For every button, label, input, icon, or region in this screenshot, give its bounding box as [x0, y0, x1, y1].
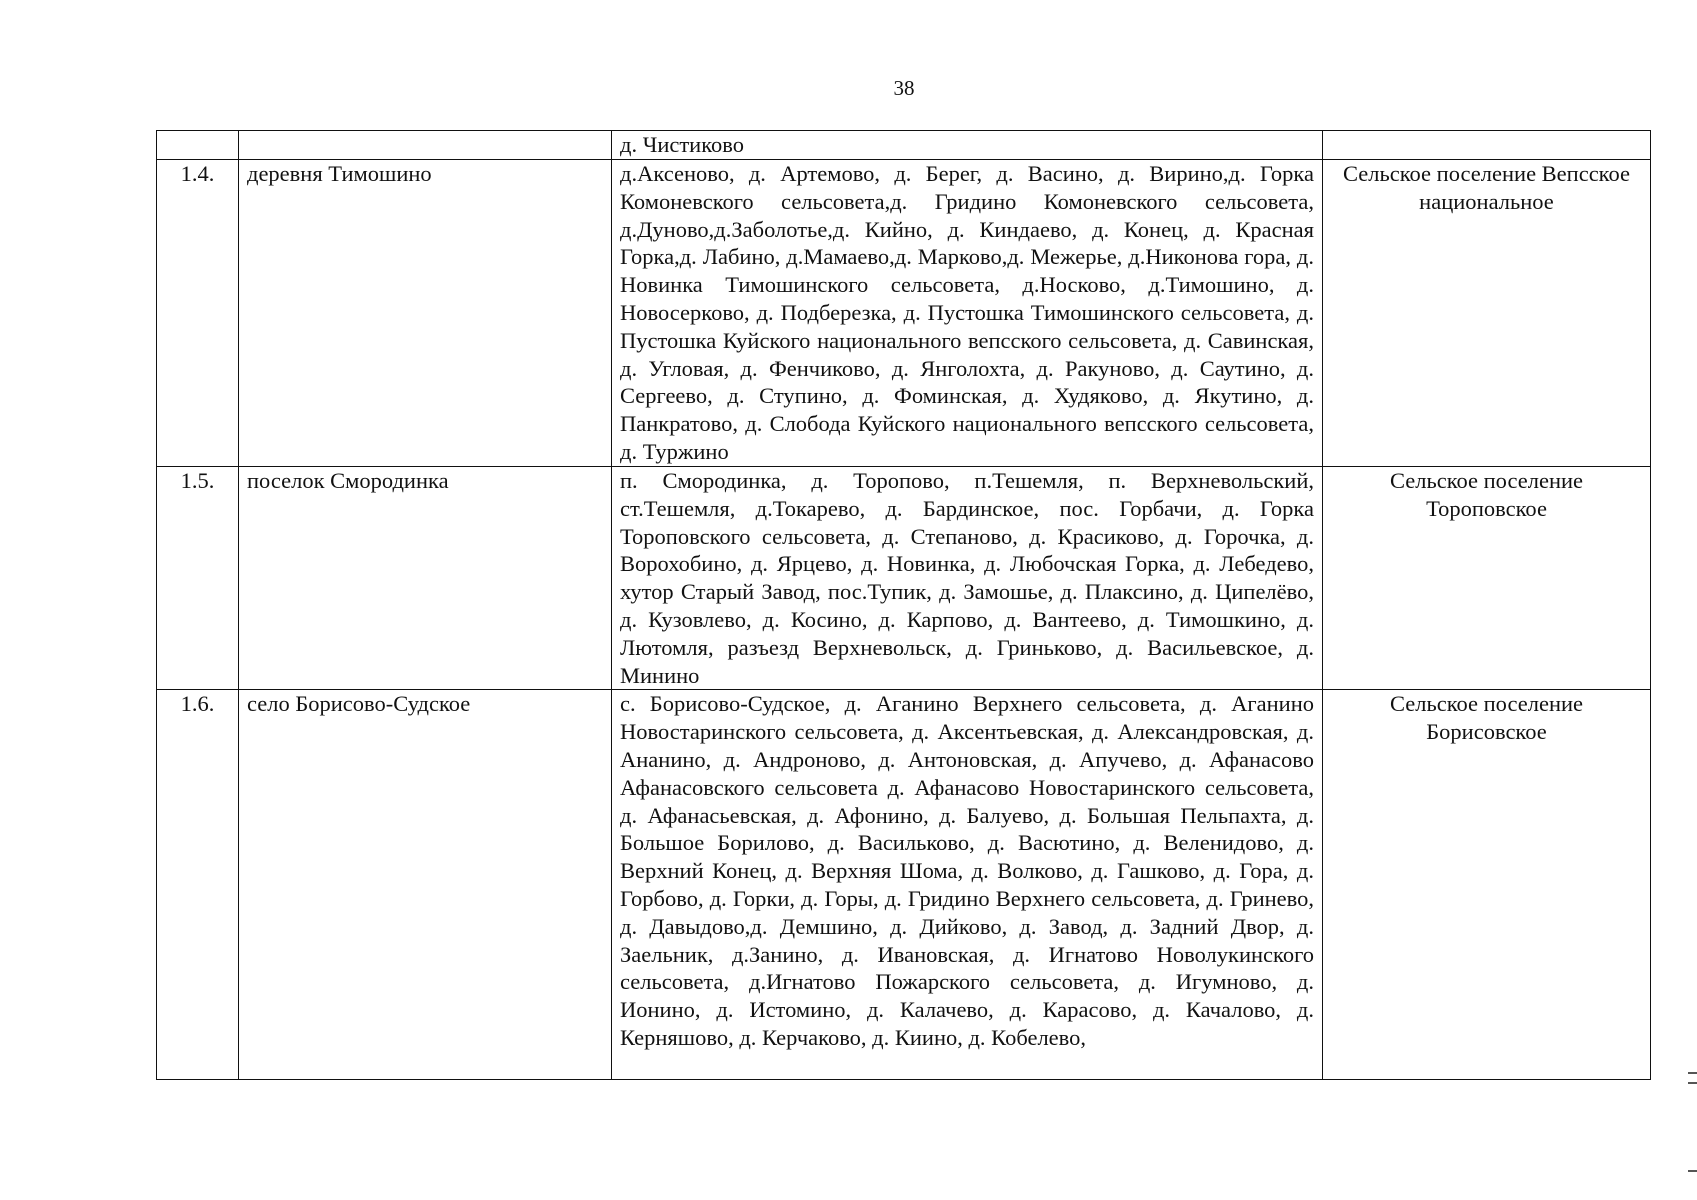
margin-tick-mark — [1688, 1082, 1697, 1084]
municipality-cell: Сельское поселение Тороповское — [1323, 467, 1651, 690]
admin-center-cell: поселок Смородинка — [239, 467, 612, 690]
table-row — [157, 160, 1651, 467]
admin-center-cell — [239, 131, 612, 160]
margin-tick-mark — [1688, 1170, 1697, 1172]
row-number-cell: 1.4. — [157, 160, 239, 467]
row-number-cell: 1.5. — [157, 467, 239, 690]
margin-tick-mark — [1688, 1072, 1697, 1074]
table-row-continuation — [157, 131, 1651, 160]
settlements-list-cell: п. Смородинка, д. Торопово, п.Тешемля, п. Верхневольский, ст.Тешемля, д.Токарево, д. Бардинское, пос. Горбачи, д. Горка Тороповского сельсовета, д. Степаново, д. Красиково, д. Горочка, д. Ворохобино, д. Ярцево, д. Новинка, д. Любочская Горка, д. Лебедево, хутор Старый Завод, пос.Тупик, д. Замошье, д. Плаксино, д. Ципелёво, д. Кузовлево, д. Косино, д. Карпово, д. Вантеево, д. Тимошкино, д. Лютомля, разъезд Верхневольск, д. Гриньково, д. Васильевское, д. Минино — [612, 467, 1323, 690]
settlements-list-cell: с. Борисово-Судское, д. Аганино Верхнего сельсовета, д. Аганино Новостаринского сельсовета, д. Аксентьевская, д. Александровская, д. Ананино, д. Андроново, д. Антоновская, д. Апучево, д. Афанасово Афанасовского сельсовета д. Афанасово Новостаринского сельсовета, д. Афанасьевская, д. Афонино, д. Балуево, д. Большая Пельпахта, д. Большое Борилово, д. Васильково, д. Васютино, д. Веленидово, д. Верхний Конец, д. Верхняя Шома, д. Волково, д. Гашково, д. Гора, д. Горбово, д. Горки, д. Горы, д. Гридино Верхнего сельсовета, д. Гринево, д. Давыдово,д. Демшино, д. Дийково, д. Завод, д. Задний Двор, д. Заельник, д.Занино, д. Ивановская, д. Игнатово Новолукинского сельсовета, д.Игнатово Пожарского сельсовета, д. Игумново, д. Ионино, д. Истомино, д. Калачево, д. Карасово, д. Качалово, д. Керняшово, д. Керчаково, д. Киино, д. Кобелево, — [612, 690, 1323, 1080]
settlements-list-cell: д. Чистиково — [612, 131, 1323, 160]
municipality-cell: Сельское поселение Борисовское — [1323, 690, 1651, 1080]
settlements-list-cell: д.Аксеново, д. Артемово, д. Берег, д. Васино, д. Вирино,д. Горка Комоневского сельсовета,д. Гридино Комоневского сельсовета, д.Дуново,д.Заболотье,д. Кийно, д. Киндаево, д. Конец, д. Красная Горка,д. Лабино, д.Мамаево,д. Марково,д. Межерье, д.Никонова гора, д. Новинка Тимошинского сельсовета, д.Носково, д.Тимошино, д. Новосерково, д. Подберезка, д. Пустошка Тимошинского сельсовета, д. Пустошка Куйского национального вепсского сельсовета, д. Савинская, д. Угловая, д. Фенчиково, д. Янголохта, д. Ракуново, д. Саутино, д. Сергеево, д. Ступино, д. Фоминская, д. Худяково, д. Якутино, д. Панкратово, д. Слобода Куйского национального вепсского сельсовета, д. Туржино — [612, 160, 1323, 467]
row-number-cell — [157, 131, 239, 160]
row-number-cell: 1.6. — [157, 690, 239, 1080]
settlements-table — [156, 130, 1651, 1080]
table-row — [157, 690, 1651, 1080]
table-row — [157, 467, 1651, 690]
municipality-cell: Сельское поселение Вепсское национальное — [1323, 160, 1651, 467]
page-number: 38 — [893, 76, 915, 100]
admin-center-cell: село Борисово-Судское — [239, 690, 612, 1080]
admin-center-cell: деревня Тимошино — [239, 160, 612, 467]
municipality-cell — [1323, 131, 1651, 160]
